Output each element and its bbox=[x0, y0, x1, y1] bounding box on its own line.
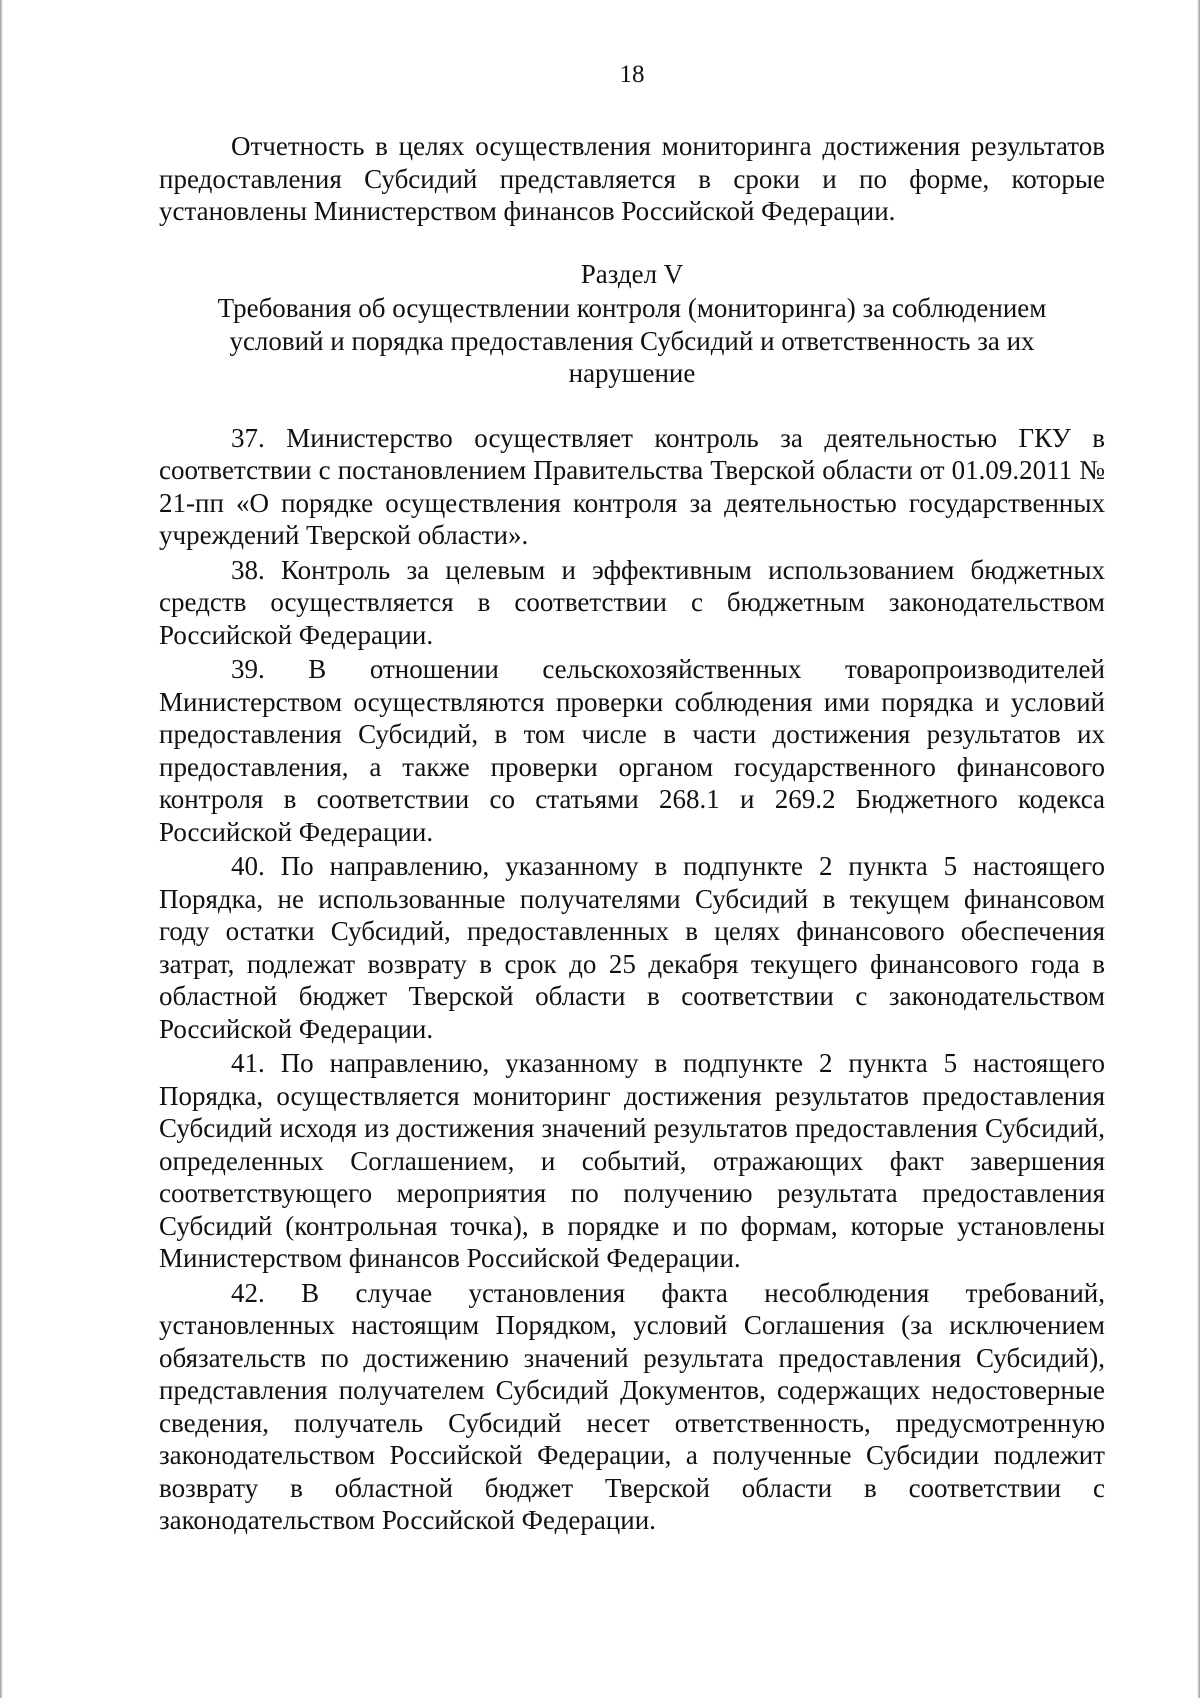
scan-edge-left bbox=[0, 0, 3, 1698]
page-number: 18 bbox=[619, 61, 645, 88]
paragraph-40: 40. По направлению, указанному в подпункте 2 пункта 5 настоящего Порядка, не использованные получателями Субсидий в текущем финансовом году остатки Субсидий, предоставленных в целях финансового обеспечения затрат, подлежат возврату в срок до 25 декабря текущего финансового года в областной бюджет Тверской области в соответствии с законодательством Российской Федерации. bbox=[159, 851, 1105, 1044]
intro-paragraph: Отчетность в целях осуществления мониторинга достижения результатов предоставления Субсидий представляется в сроки и по форме, которые установлены Министерством финансов Российской Федерации. bbox=[159, 131, 1105, 226]
paragraph-42: 42. В случае установления факта несоблюдения требований, установленных настоящим Порядком, условий Соглашения (за исключением обязательств по достижению значений результата предоставления Субсидий), представления получателем Субсидий Документов, содержащих недостоверные сведения, получатель Субсидий несет ответственность, предусмотренную законодательством Российской Федерации, а полученные Субсидии подлежит возврату в областной бюджет Тверской области в соответствии с законодательством Российской Федерации. bbox=[159, 1277, 1105, 1535]
paragraph-41: 41. По направлению, указанному в подпункте 2 пункта 5 настоящего Порядка, осуществляется мониторинг достижения результатов предоставления Субсидий исходя из достижения значений результатов предоставления Субсидий, определенных Соглашением, и событий, отражающих факт завершения соответствующего мероприятия по получению результата предоставления Субсидий (контрольная точка), в порядке и по формам, которые установлены Министерством финансов Российской Федерации. bbox=[159, 1048, 1105, 1273]
paragraph-37: 37. Министерство осуществляет контроль за деятельностью ГКУ в соответствии с постановлением Правительства Тверской области от 01.09.2011 № 21-пп «О порядке осуществления контроля за деятельностью государственных учреждений Тверской области». bbox=[159, 422, 1105, 550]
section-heading bbox=[159, 258, 1105, 390]
paragraph-38: 38. Контроль за целевым и эффективным использованием бюджетных средств осуществляется в соответствии с бюджетным законодательством Российской Федерации. bbox=[159, 554, 1105, 650]
page-content bbox=[159, 60, 1105, 1537]
paragraph-39: 39. В отношении сельскохозяйственных товаропроизводителей Министерством осуществляются проверки соблюдения ими порядка и условий предоставления Субсидий, в том числе в части достижения результатов их предоставления, а также проверки органом государственного финансового контроля в соответствии со статьями 268.1 и 269.2 Бюджетного кодекса Российской Федерации. bbox=[159, 654, 1105, 847]
section-title: Требования об осуществлении контроля (мониторинга) за соблюдением условий и порядка предоставления Субсидий и ответственность за их нарушение bbox=[217, 293, 1047, 388]
section-number: Раздел V bbox=[580, 258, 684, 289]
